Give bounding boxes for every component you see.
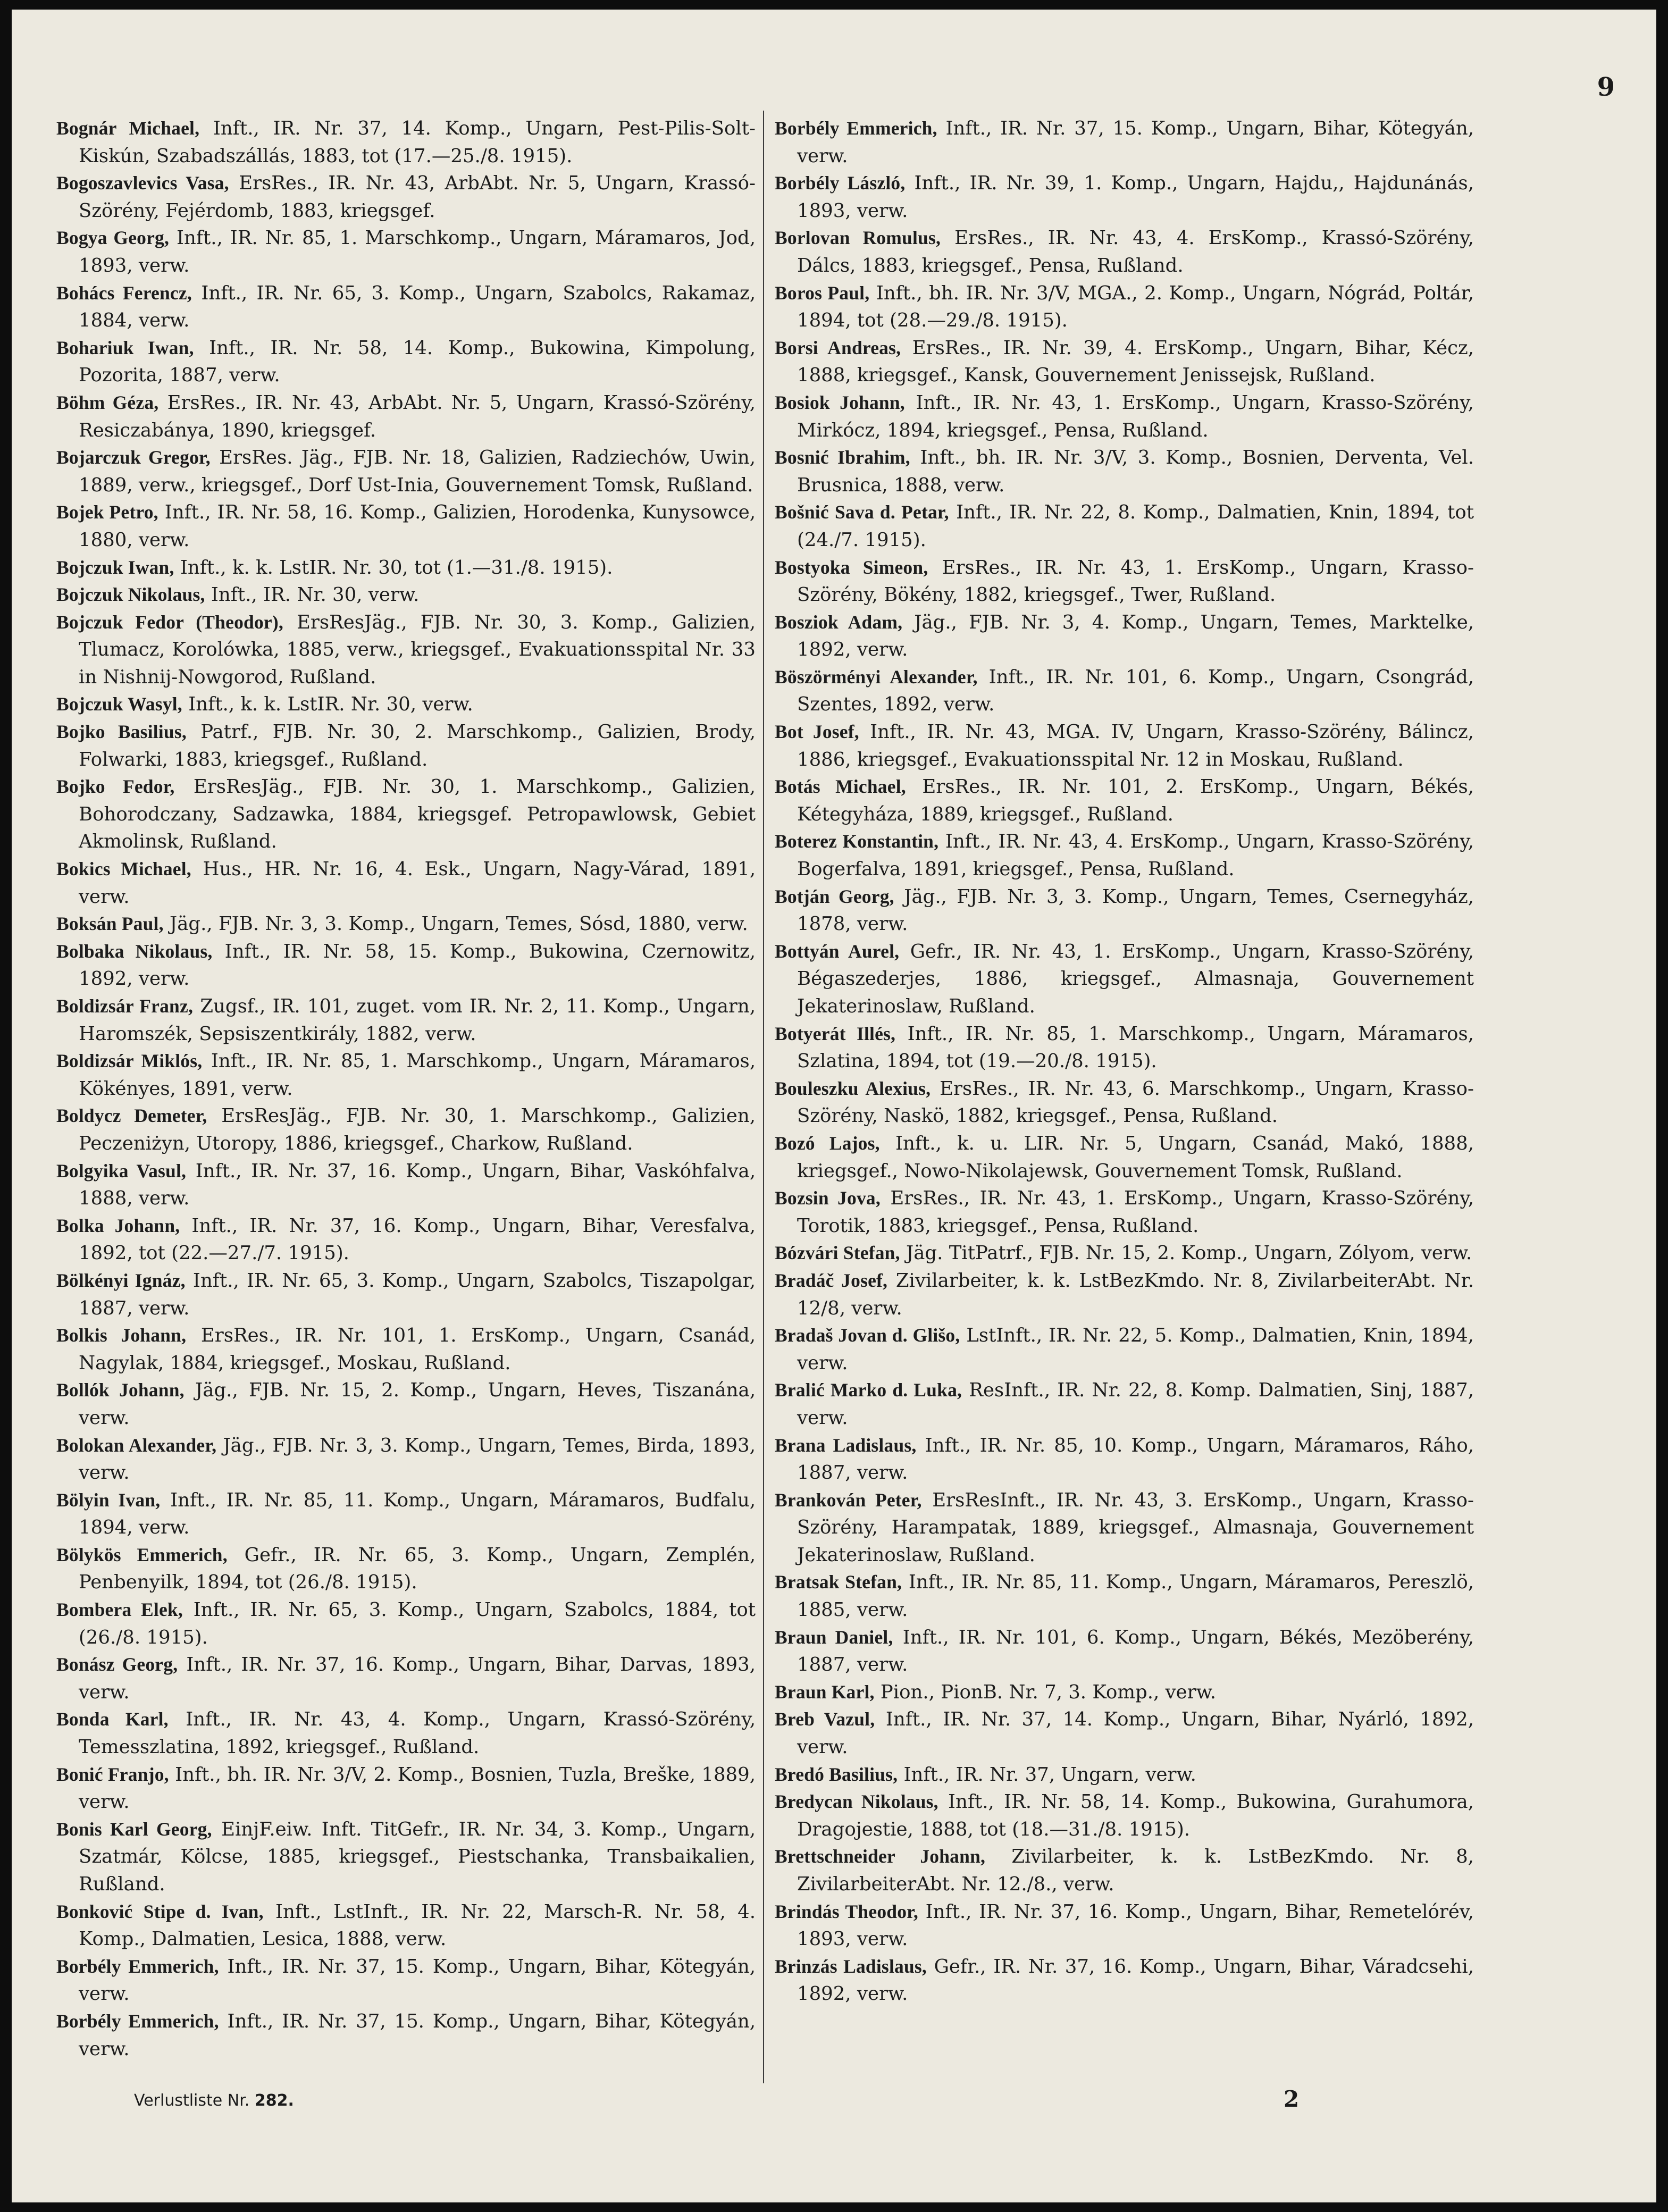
list-item [775,1953,1474,2008]
entry-name: Bölyin Ivan, [56,1489,161,1511]
list-item [775,280,1474,334]
entry-details: Jäg., FJB. Nr. 3, 4. Komp., Ungarn, Temes, Marktelke, 1892, verw. [797,611,1474,661]
list-item [775,499,1474,554]
entry-name: Borbély Emmerich, [56,2010,219,2032]
entry-details: ErsRes., IR. Nr. 101, 2. ErsKomp., Ungarn, Békés, Kétegyháza, 1889, kriegsgef., Rußland. [797,776,1474,825]
entry-name: Bolgyika Vasul, [56,1160,187,1182]
entry-details: Inft., IR. Nr. 65, 3. Komp., Ungarn, Szabolcs, Rakamaz, 1884, verw. [79,282,756,332]
entry-name: Boldizsár Miklós, [56,1050,203,1072]
list-item [56,1651,756,1706]
list-item [56,334,756,389]
entry-details: Inft., IR. Nr. 65, 3. Komp., Ungarn, Szabolcs, 1884, tot (26./8. 1915). [79,1599,756,1648]
entry-details: Zivilarbeiter, k. k. LstBezKmdo. Nr. 8, ZivilarbeiterAbt. Nr. 12/8, verw. [797,1269,1474,1319]
entry-details: ErsRes., IR. Nr. 43, 1. ErsKomp., Ungarn, Krasso-Szörény, Torotik, 1883, kriegsgef., Pensa, Rußland. [797,1187,1474,1237]
entry-name: Bohács Ferencz, [56,282,192,304]
list-item [56,389,756,444]
list-item [56,115,756,170]
entry-details: ErsRes. Jäg., FJB. Nr. 18, Galizien, Radziechów, Uwin, 1889, verw., kriegsgef., Dorf Ust-Inia, Gouvernement Tomsk, Rußland. [79,447,756,496]
list-item [56,1953,756,2008]
entry-name: Bralić Marko d. Luka, [775,1379,962,1401]
list-item [56,609,756,691]
list-item [56,554,756,582]
entry-name: Borbély Emmerich, [56,1955,219,1977]
entry-name: Bostyoka Simeon, [775,556,928,578]
footer-issue [134,2091,294,2110]
list-item [56,856,756,910]
entry-details: Zivilarbeiter, k. k. LstBezKmdo. Nr. 8, ZivilarbeiterAbt. Nr. 12./8., verw. [797,1846,1474,1895]
entry-details: Inft., IR. Nr. 85, 10. Komp., Ungarn, Máramaros, Ráho, 1887, verw. [797,1434,1474,1484]
list-item [56,1487,756,1541]
entry-name: Borbély Emmerich, [775,118,937,139]
entry-name: Borbély László, [775,172,906,194]
list-item [56,1816,756,1898]
list-item [775,1322,1474,1377]
list-item [775,1020,1474,1075]
list-item [56,691,756,718]
entry-name: Brinzás Ladislaus, [775,1955,927,1977]
entry-details: ErsRes., IR. Nr. 39, 4. ErsKomp., Ungarn, Bihar, Kécz, 1888, kriegsgef., Kansk, Gouvernement Jenissejsk, Rußland. [797,337,1474,387]
entry-name: Bognár Michael, [56,118,200,139]
list-item [775,718,1474,773]
list-item [775,554,1474,609]
entry-name: Bogya Georg, [56,227,170,249]
entry-name: Boterez Konstantin, [775,831,939,852]
list-item [56,1541,756,1596]
list-item [775,1130,1474,1185]
entry-name: Braun Daniel, [775,1626,893,1648]
entry-details: Inft., IR. Nr. 37, 16. Komp., Ungarn, Bihar, Veresfalva, 1892, tot (22.—27./7. 1915). [79,1214,756,1264]
entry-name: Bradáč Josef, [775,1269,888,1291]
entry-name: Boldizsár Franz, [56,995,194,1017]
list-item [775,1377,1474,1431]
entry-details: Inft., IR. Nr. 65, 3. Komp., Ungarn, Szabolcs, Tiszapolgar, 1887, verw. [79,1269,756,1319]
list-item [775,1075,1474,1130]
entry-name: Bredó Basilius, [775,1763,898,1785]
list-item [56,1158,756,1212]
entry-details: Inft., IR. Nr. 43, 1. ErsKomp., Ungarn, Krasso-Szörény, Mirkócz, 1894, kriegsgef., Pensa, Rußland. [797,391,1474,441]
list-item [56,773,756,856]
entry-name: Böszörményi Alexander, [775,666,978,688]
entry-name: Breb Vazul, [775,1708,875,1730]
entry-name: Botján Georg, [775,885,894,907]
entry-details: ErsRes., IR. Nr. 43, 6. Marschkomp., Ungarn, Krasso-Szörény, Naskö, 1882, kriegsgef., Pensa, Rußland. [797,1077,1474,1127]
entry-name: Bošnić Sava d. Petar, [775,501,949,523]
entry-name: Bolka Johann, [56,1214,180,1236]
entry-details: ErsRes., IR. Nr. 43, ArbAbt. Nr. 5, Ungarn, Krassó-Szörény, Fejérdomb, 1883, kriegsgef. [79,172,756,222]
list-item [56,1267,756,1322]
entry-name: Bonász Georg, [56,1654,178,1675]
list-item [775,828,1474,883]
entry-details: Gefr., IR. Nr. 37, 16. Komp., Ungarn, Bihar, Váradcsehi, 1892, verw. [797,1955,1474,2005]
entry-details: Inft., IR. Nr. 37, 15. Komp., Ungarn, Bihar, Kötegyán, verw. [79,2010,756,2060]
entry-name: Bonda Karl, [56,1708,169,1730]
entry-name: Bojczuk Iwan, [56,556,174,578]
list-item [56,224,756,279]
list-item [775,1432,1474,1487]
list-item [56,1596,756,1651]
entry-name: Brindás Theodor, [775,1900,918,1922]
entry-details: Jäg., FJB. Nr. 15, 2. Komp., Ungarn, Heves, Tiszanána, verw. [79,1379,756,1429]
entry-name: Brettschneider Johann, [775,1846,986,1867]
list-item [56,1048,756,1102]
entry-details: EinjF.eiw. Inft. TitGefr., IR. Nr. 34, 3. Komp., Ungarn, Szatmár, Kölcse, 1885, kriegsgef., Piestschanka, Transbaikalien, Rußland. [79,1818,756,1895]
entry-name: Bolokan Alexander, [56,1434,217,1456]
entry-name: Bollók Johann, [56,1379,185,1401]
entry-details: Inft., IR. Nr. 37, 15. Komp., Ungarn, Bihar, Kötegyán, verw. [797,118,1474,167]
entry-details: Inft., IR. Nr. 37, 16. Komp., Ungarn, Bihar, Vaskóhfalva, 1888, verw. [79,1160,756,1210]
list-item [56,280,756,334]
entry-details: Inft., IR. Nr. 43, 4. Komp., Ungarn, Krassó-Szörény, Temesszlatina, 1892, kriegsgef., Rußland. [79,1708,756,1758]
page-number: 9 [1597,72,1615,102]
entry-details: Inft., IR. Nr. 58, 14. Komp., Bukowina, Gurahumora, Dragojestie, 1888, tot (18.—31./8. 1915). [797,1791,1474,1840]
entry-name: Bohariuk Iwan, [56,337,194,358]
entry-name: Bojko Basilius, [56,721,187,743]
entry-details: Jäg., FJB. Nr. 3, 3. Komp., Ungarn, Temes, Sósd, 1880, verw. [169,913,748,935]
list-item [56,170,756,224]
entry-name: Bombera Elek, [56,1599,183,1621]
entry-details: Hus., HR. Nr. 16, 4. Esk., Ungarn, Nagy-Várad, 1891, verw. [79,858,756,908]
list-item [775,883,1474,938]
entry-name: Bot Josef, [775,721,859,743]
entry-details: Inft., IR. Nr. 37, Ungarn, verw. [903,1763,1196,1786]
list-item [56,1322,756,1377]
footer-issue-number: 282. [254,2091,294,2110]
entry-details: Inft., IR. Nr. 101, 6. Komp., Ungarn, Békés, Mezöberény, 1887, verw. [797,1626,1474,1676]
entry-name: Bölykös Emmerich, [56,1544,228,1565]
list-item [56,1898,756,1953]
list-item [775,1898,1474,1953]
entry-name: Borsi Andreas, [775,337,901,358]
entry-details: Inft., k. k. LstIR. Nr. 30, tot (1.—31./8. 1915). [180,556,613,579]
list-item [56,499,756,554]
entry-name: Brana Ladislaus, [775,1434,917,1456]
list-item [56,2008,756,2063]
entry-details: Inft., IR. Nr. 37, 15. Komp., Ungarn, Bihar, Kötegyán, verw. [79,1955,756,2005]
entry-details: Inft., IR. Nr. 39, 1. Komp., Ungarn, Hajdu,, Hajdunánás, 1893, verw. [797,172,1474,222]
list-item [56,1102,756,1157]
entry-details: Inft., IR. Nr. 37, 14. Komp., Ungarn, Pest-Pilis-Solt-Kiskún, Szabadszállás, 1883, tot (17.—25./8. 1915). [79,118,756,167]
entry-details: Inft., IR. Nr. 58, 14. Komp., Bukowina, Kimpolung, Pozorita, 1887, verw. [79,337,756,387]
list-item [775,609,1474,664]
entry-details: ErsResJäg., FJB. Nr. 30, 1. Marschkomp., Galizien, Peczeniżyn, Utoropy, 1886, kriegsgef., Charkow, Rußland. [79,1105,756,1154]
list-item [775,170,1474,224]
entry-details: Inft., IR. Nr. 37, 16. Komp., Ungarn, Bihar, Remetelórév, 1893, verw. [797,1900,1474,1950]
entry-details: Inft., IR. Nr. 85, 11. Komp., Ungarn, Máramaros, Budfalu, 1894, verw. [79,1489,756,1539]
document-page [12,10,1656,2202]
list-item [56,1432,756,1487]
entry-details: Inft., IR. Nr. 58, 16. Komp., Galizien, Horodenka, Kunysowce, 1880, verw. [79,501,756,551]
list-item [56,1377,756,1431]
list-item [56,581,756,609]
list-item [775,1761,1474,1789]
entry-details: Pion., PionB. Nr. 7, 3. Komp., verw. [880,1681,1217,1703]
list-item [56,910,756,938]
entry-name: Boros Paul, [775,282,870,304]
list-item [775,664,1474,718]
entry-details: Inft., IR. Nr. 43, MGA. IV, Ungarn, Krasso-Szörény, Bálincz, 1886, kriegsgef., Evakuationsspital Nr. 12 in Moskau, Rußland. [797,721,1474,770]
entry-details: Inft., IR. Nr. 85, 1. Marschkomp., Ungarn, Máramaros, Kökényes, 1891, verw. [79,1050,756,1100]
list-item [775,1788,1474,1843]
entry-details: Inft., IR. Nr. 37, 16. Komp., Ungarn, Bihar, Darvas, 1893, verw. [79,1654,756,1703]
list-item [775,1569,1474,1623]
list-item [56,938,756,993]
list-item [775,1624,1474,1679]
entry-name: Braun Karl, [775,1681,875,1703]
entry-name: Bojko Fedor, [56,776,175,798]
entry-name: Bonković Stipe d. Ivan, [56,1900,264,1922]
column-divider [763,111,764,2083]
entry-details: Inft., IR. Nr. 85, 1. Marschkomp., Ungarn, Máramaros, Szlatina, 1894, tot (19.—20./8. 1915). [797,1023,1474,1073]
signature-mark: 2 [1284,2086,1300,2112]
entry-name: Bojek Petro, [56,501,158,523]
entry-name: Bosnić Ibrahim, [775,447,910,468]
entry-details: ResInft., IR. Nr. 22, 8. Komp. Dalmatien, Sinj, 1887, verw. [797,1379,1474,1429]
entry-name: Bojczuk Fedor (Theodor), [56,611,283,633]
entry-details: Jäg., FJB. Nr. 3, 3. Komp., Ungarn, Temes, Birda, 1893, verw. [79,1434,756,1484]
entry-details: ErsResInft., IR. Nr. 43, 3. ErsKomp., Ungarn, Krasso-Szörény, Harampatak, 1889, kriegsgef., Almasnaja, Gouvernement Jekaterinoslaw, Rußland. [797,1489,1474,1566]
entry-details: Inft., IR. Nr. 58, 15. Komp., Bukowina, Czernowitz, 1892, verw. [79,940,756,990]
entry-name: Bölkényi Ignáz, [56,1269,186,1291]
entry-details: Zugsf., IR. 101, zuget. vom IR. Nr. 2, 11. Komp., Ungarn, Haromszék, Sepsiszentkirály, 1882, verw. [79,995,756,1045]
entry-name: Botás Michael, [775,776,906,798]
list-item [56,1212,756,1267]
right-column [775,115,1474,2008]
entry-name: Bojarczuk Gregor, [56,447,211,468]
entry-name: Bottyán Aurel, [775,940,900,962]
entry-name: Bonić Franjo, [56,1763,169,1785]
entry-details: Inft., k. k. LstIR. Nr. 30, verw. [188,693,473,716]
entry-details: Inft., IR. Nr. 85, 1. Marschkomp., Ungarn, Máramaros, Jod, 1893, verw. [79,227,756,276]
entry-details: ErsResJäg., FJB. Nr. 30, 1. Marschkomp., Galizien, Bohorodczany, Sadzawka, 1884, kriegsgef. Petropawlowsk, Gebiet Akmolinsk, Rußland. [79,776,756,853]
footer-label: Verlustliste Nr. [134,2091,250,2110]
entry-name: Bogoszavlevics Vasa, [56,172,229,194]
left-column [56,115,756,2063]
entry-details: ErsRes., IR. Nr. 101, 1. ErsKomp., Ungarn, Csanád, Nagylak, 1884, kriegsgef., Moskau, Rußland. [79,1325,756,1374]
entry-name: Bokics Michael, [56,858,191,880]
entry-details: Inft., IR. Nr. 30, verw. [211,584,420,606]
list-item [775,938,1474,1020]
entry-name: Bozó Lajos, [775,1132,880,1154]
list-item [775,1239,1474,1267]
entry-details: Jäg. TitPatrf., FJB. Nr. 15, 2. Komp., Ungarn, Zólyom, verw. [906,1242,1472,1264]
list-item [56,718,756,773]
entry-name: Boldycz Demeter, [56,1105,207,1127]
list-item [775,773,1474,828]
list-item [775,334,1474,389]
entry-name: Bolkis Johann, [56,1325,187,1346]
entry-details: ErsRes., IR. Nr. 43, 4. ErsKomp., Krassó-Szörény, Dálcs, 1883, kriegsgef., Pensa, Rußland. [797,227,1474,276]
list-item [56,444,756,499]
entry-details: ErsRes., IR. Nr. 43, ArbAbt. Nr. 5, Ungarn, Krassó-Szörény, Resiczabánya, 1890, kriegsgef. [79,391,756,441]
entry-details: LstInft., IR. Nr. 22, 5. Komp., Dalmatien, Knin, 1894, verw. [797,1325,1474,1374]
list-item [56,993,756,1048]
entry-name: Bonis Karl Georg, [56,1818,212,1840]
entry-name: Brankován Peter, [775,1489,922,1511]
list-item [775,115,1474,170]
entry-details: ErsResJäg., FJB. Nr. 30, 3. Komp., Galizien, Tlumacz, Korolówka, 1885, verw., kriegsgef., Evakuationsspital Nr. 33 in Nishnij-Nowgorod, Rußland. [79,611,756,688]
entry-details: Inft., IR. Nr. 22, 8. Komp., Dalmatien, Knin, 1894, tot (24./7. 1915). [797,501,1474,551]
entry-name: Bozsin Jova, [775,1187,881,1209]
entry-name: Bózvári Stefan, [775,1242,900,1264]
entry-name: Bratsak Stefan, [775,1571,902,1593]
list-item [775,1487,1474,1569]
entry-details: Inft., IR. Nr. 85, 11. Komp., Ungarn, Máramaros, Pereszlö, 1885, verw. [797,1571,1474,1621]
entry-name: Bradaš Jovan d. Glišo, [775,1325,960,1346]
entry-name: Bolbaka Nikolaus, [56,940,213,962]
list-item [56,1706,756,1761]
entry-details: Gefr., IR. Nr. 43, 1. ErsKomp., Ungarn, Krasso-Szörény, Bégaszederjes, 1886, kriegsgef., Almasnaja, Gouvernement Jekaterinoslaw, Rußland. [797,940,1474,1017]
entry-details: Inft., bh. IR. Nr. 3/V, 2. Komp., Bosnien, Tuzla, Breške, 1889, verw. [79,1763,756,1813]
entry-name: Bojczuk Wasyl, [56,693,182,715]
entry-name: Bosiok Johann, [775,391,905,413]
entry-details: ErsRes., IR. Nr. 43, 1. ErsKomp., Ungarn, Krasso-Szörény, Bökény, 1882, kriegsgef., Twer, Rußland. [797,556,1474,606]
entry-name: Bojczuk Nikolaus, [56,584,205,606]
list-item [775,1267,1474,1322]
entry-details: Inft., IR. Nr. 37, 14. Komp., Ungarn, Bihar, Nyárló, 1892, verw. [797,1708,1474,1758]
entry-details: Inft., bh. IR. Nr. 3/V, 3. Komp., Bosnien, Derventa, Vel. Brusnica, 1888, verw. [797,447,1474,496]
list-item [775,1185,1474,1239]
entry-details: Inft., k. u. LIR. Nr. 5, Ungarn, Csanád, Makó, 1888, kriegsgef., Nowo-Nikolajewsk, Gouvernement Tomsk, Rußland. [797,1132,1474,1182]
list-item [775,1843,1474,1898]
entry-name: Botyerát Illés, [775,1023,896,1044]
entry-name: Bouleszku Alexius, [775,1077,931,1099]
entry-details: Patrf., FJB. Nr. 30, 2. Marschkomp., Galizien, Brody, Folwarki, 1883, kriegsgef., Rußland. [79,721,756,770]
list-item [775,444,1474,499]
list-item [775,224,1474,279]
entry-name: Bosziok Adam, [775,611,903,633]
entry-name: Borlovan Romulus, [775,227,941,249]
entry-details: Inft., IR. Nr. 101, 6. Komp., Ungarn, Csongrád, Szentes, 1892, verw. [797,666,1474,716]
entry-details: Gefr., IR. Nr. 65, 3. Komp., Ungarn, Zemplén, Penbenyilk, 1894, tot (26./8. 1915). [79,1544,756,1594]
entry-name: Bredycan Nikolaus, [775,1791,938,1813]
entry-details: Inft., bh. IR. Nr. 3/V, MGA., 2. Komp., Ungarn, Nógrád, Poltár, 1894, tot (28.—29./8. 1915). [797,282,1474,332]
list-item [775,1706,1474,1761]
list-item [775,1679,1474,1706]
entry-name: Böhm Géza, [56,391,159,413]
list-item [56,1761,756,1816]
list-item [775,389,1474,444]
entry-details: Inft., IR. Nr. 43, 4. ErsKomp., Ungarn, Krasso-Szörény, Bogerfalva, 1891, kriegsgef., Pensa, Rußland. [797,831,1474,881]
entry-name: Boksán Paul, [56,913,164,935]
entry-details: Jäg., FJB. Nr. 3, 3. Komp., Ungarn, Temes, Csernegyház, 1878, verw. [797,885,1474,935]
entry-details: Inft., LstInft., IR. Nr. 22, Marsch-R. Nr. 58, 4. Komp., Dalmatien, Lesica, 1888, verw. [79,1900,756,1950]
